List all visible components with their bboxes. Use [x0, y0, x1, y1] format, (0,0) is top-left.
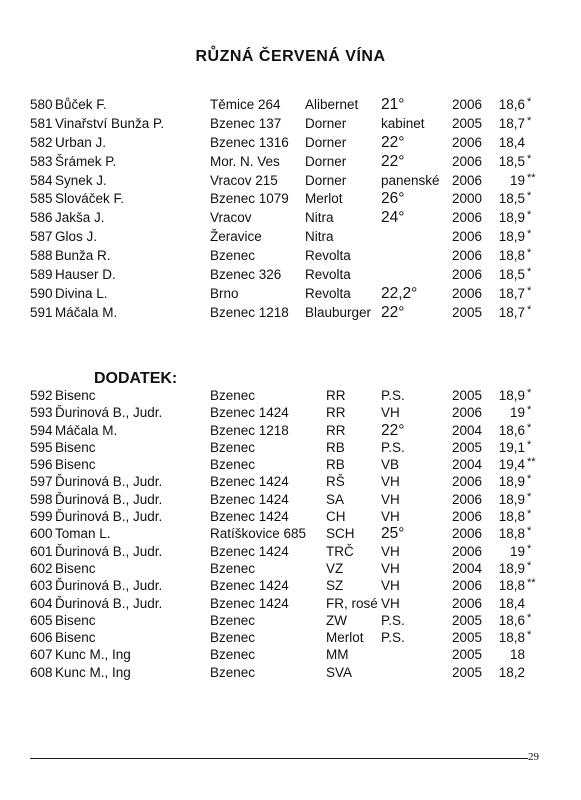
score: 18,4	[498, 595, 525, 611]
wine-note: P.S.	[381, 612, 405, 628]
wine-variety: TRČ	[326, 543, 354, 559]
award-stars: *	[527, 525, 532, 538]
table-row	[0, 172, 581, 191]
entry-number: 594	[30, 422, 53, 438]
award-stars: *	[527, 473, 532, 486]
producer-name: Glos J.	[55, 229, 98, 245]
producer-place: Bzenec	[210, 388, 256, 403]
table-row	[0, 285, 581, 304]
producer-name: Bunža R.	[55, 248, 111, 264]
wine-variety: Nitra	[305, 229, 334, 245]
vintage-year: 2006	[452, 267, 483, 283]
wine-variety: CH	[326, 509, 346, 525]
vintage-year: 2005	[452, 630, 483, 646]
entry-number: 604	[30, 595, 53, 611]
wine-variety: Revolta	[305, 285, 351, 301]
wine-note: P.S.	[381, 388, 405, 403]
score: 19	[509, 172, 525, 188]
vintage-year: 2006	[452, 491, 483, 507]
entry-number: 588	[30, 248, 53, 264]
entry-number: 584	[30, 172, 53, 188]
producer-name: Ďurinová B., Judr.	[55, 543, 163, 559]
entry-number: 597	[30, 474, 53, 490]
vintage-year: 2005	[452, 647, 483, 663]
wine-note: panenské	[381, 172, 440, 188]
award-stars: *	[527, 438, 532, 451]
vintage-year: 2006	[452, 543, 483, 559]
score: 18,9	[498, 229, 525, 245]
producer-name: Bisenc	[55, 457, 96, 473]
table-row	[0, 115, 581, 134]
vintage-year: 2005	[452, 304, 483, 320]
table-row	[0, 153, 581, 172]
vintage-year: 2006	[452, 210, 483, 226]
score: 18,9	[498, 388, 525, 403]
wine-note: kabinet	[381, 115, 425, 131]
table-row	[0, 646, 581, 663]
score: 18,5	[498, 191, 525, 207]
table-row	[0, 96, 581, 115]
producer-place: Bzenec	[210, 647, 256, 663]
producer-name: Kunc M., Ing	[55, 664, 131, 680]
wine-variety: MM	[326, 647, 349, 663]
wine-note: VH	[381, 543, 400, 559]
vintage-year: 2005	[452, 388, 483, 403]
vintage-year: 2006	[452, 405, 483, 421]
producer-name: Ďurinová B., Judr.	[55, 405, 163, 421]
score: 18,7	[498, 285, 525, 301]
wine-variety: SA	[326, 491, 345, 507]
score: 19	[509, 405, 525, 421]
award-stars: **	[527, 171, 536, 184]
wine-note: VH	[381, 491, 400, 507]
producer-name: Synek J.	[55, 172, 107, 188]
wine-note: 25°	[381, 525, 405, 543]
producer-place: Bzenec 1424	[210, 595, 289, 611]
producer-name: Bůček F.	[55, 97, 107, 112]
vintage-year: 2006	[452, 248, 483, 264]
award-stars: *	[527, 266, 532, 279]
vintage-year: 2006	[452, 97, 483, 112]
score: 18,5	[498, 153, 525, 169]
table-row	[0, 247, 581, 266]
wine-note: 21°	[381, 96, 405, 113]
entry-number: 581	[30, 115, 53, 131]
award-stars: *	[527, 611, 532, 624]
vintage-year: 2006	[452, 172, 483, 188]
wine-note: P.S.	[381, 439, 405, 455]
producer-place: Bzenec 1316	[210, 134, 289, 150]
wine-variety: VZ	[326, 560, 344, 576]
wine-variety: Merlot	[326, 630, 364, 646]
vintage-year: 2006	[452, 509, 483, 525]
table-row	[0, 304, 581, 323]
page-number: 29	[528, 751, 539, 763]
producer-name: Bisenc	[55, 612, 96, 628]
producer-name: Ďurinová B., Judr.	[55, 578, 163, 594]
award-stars: *	[527, 421, 532, 434]
entry-number: 590	[30, 285, 53, 301]
producer-name: Ďurinová B., Judr.	[55, 509, 163, 525]
wine-variety: RŠ	[326, 474, 345, 490]
producer-place: Bzenec 1218	[210, 304, 289, 320]
entry-number: 593	[30, 405, 53, 421]
producer-name: Urban J.	[55, 134, 107, 150]
table-row	[0, 577, 581, 594]
producer-place: Bzenec 1424	[210, 543, 289, 559]
wine-note: VH	[381, 405, 400, 421]
producer-name: Toman L.	[55, 526, 111, 542]
entry-number: 608	[30, 664, 53, 680]
producer-name: Šrámek P.	[55, 153, 117, 169]
producer-name: Kunc M., Ing	[55, 647, 131, 663]
entry-number: 600	[30, 526, 53, 542]
table-row	[0, 228, 581, 247]
entry-number: 586	[30, 210, 53, 226]
wine-note: VH	[381, 578, 400, 594]
score: 18,4	[498, 134, 525, 150]
wine-note: P.S.	[381, 630, 405, 646]
wine-variety: RR	[326, 405, 346, 421]
producer-place: Vracov	[210, 210, 252, 226]
producer-place: Bzenec	[210, 248, 256, 264]
wine-note: VH	[381, 509, 400, 525]
wine-variety: SCH	[326, 526, 355, 542]
wine-variety: Nitra	[305, 210, 334, 226]
producer-name: Máčala M.	[55, 422, 118, 438]
producer-place: Bzenec 1424	[210, 578, 289, 594]
producer-place: Bzenec 326	[210, 267, 282, 283]
award-stars: **	[527, 456, 536, 469]
producer-name: Divina L.	[55, 285, 108, 301]
producer-name: Bisenc	[55, 388, 96, 403]
score: 18,6	[498, 612, 525, 628]
table-row	[0, 387, 581, 404]
table-row	[0, 543, 581, 560]
producer-name: Hauser D.	[55, 267, 116, 283]
wine-variety: RB	[326, 457, 345, 473]
entry-number: 607	[30, 647, 53, 663]
table-row	[0, 422, 581, 439]
wine-variety: Alibernet	[305, 97, 359, 112]
score: 18,8	[498, 630, 525, 646]
producer-name: Bisenc	[55, 560, 96, 576]
award-stars: *	[527, 284, 532, 297]
vintage-year: 2004	[452, 457, 483, 473]
wine-variety: Dorner	[305, 134, 347, 150]
producer-place: Bzenec	[210, 560, 256, 576]
vintage-year: 2000	[452, 191, 483, 207]
table-row	[0, 612, 581, 629]
table-row	[0, 404, 581, 421]
score: 18,6	[498, 422, 525, 438]
wine-variety: ZW	[326, 612, 347, 628]
score: 19,4	[498, 457, 525, 473]
vintage-year: 2006	[452, 134, 483, 150]
award-stars: *	[527, 228, 532, 241]
entry-number: 605	[30, 612, 53, 628]
score: 18,9	[498, 210, 525, 226]
table-row	[0, 664, 581, 681]
wine-note: 22,2°	[381, 284, 418, 302]
footer-divider	[30, 758, 528, 759]
award-stars: *	[527, 114, 532, 127]
vintage-year: 2006	[452, 474, 483, 490]
producer-place: Ratíškovice 685	[210, 526, 307, 542]
wine-note: VH	[381, 560, 400, 576]
producer-place: Bzenec 137	[210, 115, 282, 131]
vintage-year: 2006	[452, 578, 483, 594]
entry-number: 589	[30, 267, 53, 283]
award-stars: **	[527, 577, 536, 590]
producer-name: Jakša J.	[55, 210, 105, 226]
score: 18,9	[498, 474, 525, 490]
score: 18,9	[498, 491, 525, 507]
producer-place: Bzenec	[210, 630, 256, 646]
vintage-year: 2005	[452, 115, 483, 131]
score: 18,7	[498, 304, 525, 320]
table-row	[0, 266, 581, 285]
score: 18,8	[498, 248, 525, 264]
producer-name: Bisenc	[55, 630, 96, 646]
score: 19	[509, 543, 525, 559]
entry-number: 603	[30, 578, 53, 594]
table-row	[0, 190, 581, 209]
table-row	[0, 134, 581, 153]
entry-number: 602	[30, 560, 53, 576]
producer-name: Slováček F.	[55, 191, 125, 207]
score: 18,8	[498, 578, 525, 594]
producer-place: Bzenec	[210, 439, 256, 455]
wine-variety: Merlot	[305, 191, 343, 207]
vintage-year: 2006	[452, 285, 483, 301]
award-stars: *	[527, 190, 532, 203]
producer-place: Vracov 215	[210, 172, 278, 188]
producer-name: Máčala M.	[55, 304, 118, 320]
entry-number: 580	[30, 97, 53, 112]
wine-note: VB	[381, 457, 400, 473]
producer-name: Ďurinová B., Judr.	[55, 595, 163, 611]
vintage-year: 2006	[452, 595, 483, 611]
producer-name: Ďurinová B., Judr.	[55, 474, 163, 490]
wine-note: 24°	[381, 209, 405, 227]
entry-number: 585	[30, 191, 53, 207]
entry-number: 587	[30, 229, 53, 245]
table-row	[0, 560, 581, 577]
vintage-year: 2005	[452, 439, 483, 455]
producer-place: Bzenec 1424	[210, 405, 289, 421]
entry-number: 606	[30, 630, 53, 646]
vintage-year: 2004	[452, 560, 483, 576]
producer-place: Bzenec 1424	[210, 474, 289, 490]
wine-variety: Revolta	[305, 248, 351, 264]
wine-note: 26°	[381, 190, 405, 208]
table-row	[0, 491, 581, 508]
entry-number: 598	[30, 491, 53, 507]
wine-variety: Revolta	[305, 267, 351, 283]
wine-variety: RR	[326, 388, 346, 403]
award-stars: *	[527, 152, 532, 165]
vintage-year: 2005	[452, 612, 483, 628]
wine-variety: Dorner	[305, 115, 347, 131]
award-stars: *	[527, 247, 532, 260]
award-stars: *	[527, 508, 532, 521]
score: 18,8	[498, 509, 525, 525]
producer-place: Žeravice	[210, 229, 262, 245]
award-stars: *	[527, 96, 532, 108]
score: 19,1	[498, 439, 525, 455]
wine-note: VH	[381, 474, 400, 490]
producer-place: Bzenec 1218	[210, 422, 289, 438]
producer-place: Bzenec 1079	[210, 191, 289, 207]
section-title-dodatek: DODATEK:	[94, 370, 178, 387]
score: 18,5	[498, 267, 525, 283]
award-stars: *	[527, 387, 532, 399]
award-stars: *	[527, 559, 532, 572]
vintage-year: 2006	[452, 526, 483, 542]
entry-number: 596	[30, 457, 53, 473]
entry-number: 601	[30, 543, 53, 559]
vintage-year: 2006	[452, 153, 483, 169]
wine-variety: Dorner	[305, 153, 347, 169]
wine-variety: FR, rosé	[326, 595, 378, 611]
producer-place: Mor. N. Ves	[210, 153, 280, 169]
entry-number: 591	[30, 304, 53, 320]
page-title: RŮZNÁ ČERVENÁ VÍNA	[195, 48, 386, 65]
wine-variety: Blauburger	[305, 304, 372, 320]
table-row	[0, 595, 581, 612]
entry-number: 592	[30, 388, 53, 403]
wine-note: 22°	[381, 133, 405, 151]
score: 18,2	[498, 664, 525, 680]
wine-note: VH	[381, 595, 400, 611]
producer-name: Ďurinová B., Judr.	[55, 491, 163, 507]
producer-place: Brno	[210, 285, 239, 301]
wine-note: 22°	[381, 421, 405, 439]
producer-place: Bzenec	[210, 612, 256, 628]
award-stars: *	[527, 303, 532, 316]
table-row	[0, 439, 581, 456]
table-row	[0, 473, 581, 490]
table-row	[0, 456, 581, 473]
vintage-year: 2005	[452, 664, 483, 680]
award-stars: *	[527, 629, 532, 642]
table-row	[0, 209, 581, 228]
producer-place: Bzenec 1424	[210, 509, 289, 525]
wine-variety: Dorner	[305, 172, 347, 188]
score: 18,7	[498, 115, 525, 131]
producer-place: Bzenec	[210, 664, 256, 680]
table-row	[0, 629, 581, 646]
table-row	[0, 508, 581, 525]
table-row	[0, 525, 581, 542]
award-stars: *	[527, 209, 532, 222]
producer-name: Bisenc	[55, 439, 96, 455]
entry-number: 595	[30, 439, 53, 455]
wine-variety: RB	[326, 439, 345, 455]
vintage-year: 2004	[452, 422, 483, 438]
entry-number: 583	[30, 153, 53, 169]
entry-number: 599	[30, 509, 53, 525]
vintage-year: 2006	[452, 229, 483, 245]
wine-list-main	[0, 96, 581, 323]
wine-note: 22°	[381, 152, 405, 170]
award-stars: *	[527, 490, 532, 503]
producer-place: Těmice 264	[210, 97, 281, 112]
score: 18,9	[498, 560, 525, 576]
producer-place: Bzenec	[210, 457, 256, 473]
wine-variety: RR	[326, 422, 346, 438]
score: 18,6	[498, 97, 525, 112]
entry-number: 582	[30, 134, 53, 150]
score: 18,8	[498, 526, 525, 542]
award-stars: *	[527, 404, 532, 417]
wine-variety: SVA	[326, 664, 353, 680]
wine-list-dodatek	[0, 387, 581, 681]
producer-name: Vinařství Bunža P.	[55, 115, 165, 131]
score: 18	[509, 647, 525, 663]
award-stars: *	[527, 542, 532, 555]
wine-note: 22°	[381, 303, 405, 321]
wine-variety: SZ	[326, 578, 344, 594]
producer-place: Bzenec 1424	[210, 491, 289, 507]
